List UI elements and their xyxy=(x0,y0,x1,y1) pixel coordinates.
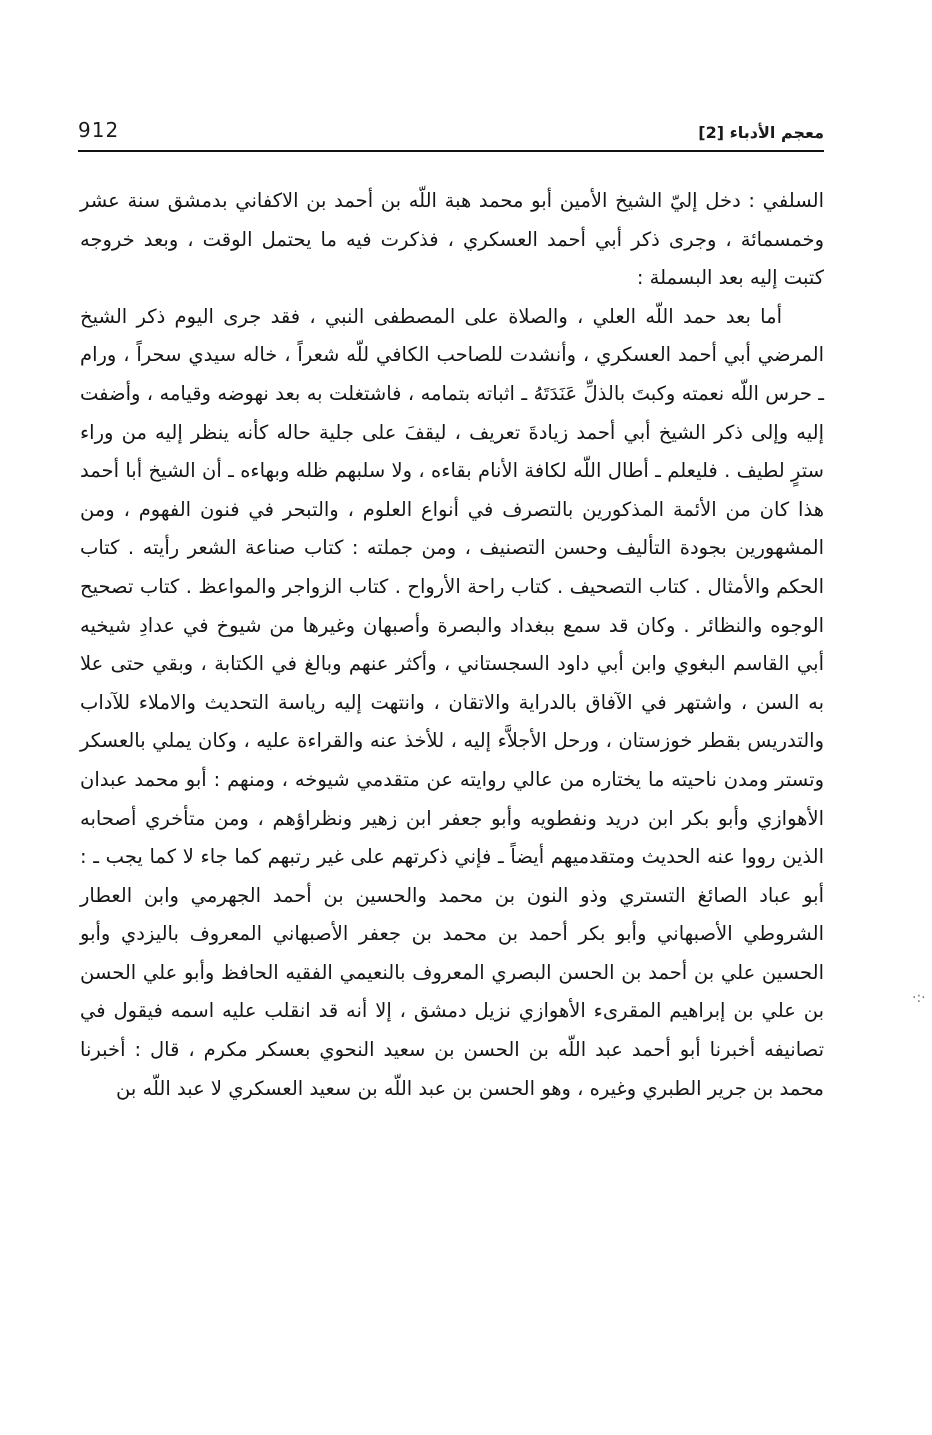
body-text xyxy=(80,182,824,1108)
running-head: معجم الأدباء [2] xyxy=(698,123,824,142)
page-header xyxy=(78,112,824,142)
paragraph-salafi: السلفي : دخل إليّ الشيخ الأمين أبو محمد هبة اللّه بن أحمد بن الاكفاني بدمشق سنة عشر وخمسمائة ، وجرى ذكر أبي أحمد العسكري ، فذكرت فيه ما يحتمل الوقت ، وبعد خروجه كتبت إليه بعد البسملة : xyxy=(80,189,824,290)
page-number: 912 xyxy=(78,118,120,142)
paragraph-letter: أما بعد حمد اللّه العلي ، والصلاة على المصطفى النبي ، فقد جرى اليوم ذكر الشيخ المرضي أبي أحمد العسكري ، وأنشدت للصاحب الكافي للّه شعراً ، خاله سيدي سحراً ، ورام ـ حرس اللّه نعمته وكبتَ بالذلِّ عَنَدَتَهُ ـ اثباته بتمامه ، فاشتغلت به بعد نهوضه وقيامه ، وأضفت إليه وإلى ذكر الشيخ أبي أحمد زيادةَ تعريف ، ليقفَ على جلية حاله كأنه ينظر إليه من وراء سترٍ لطيف . فليعلم ـ أطال اللّه لكافة الأنام بقاءه ، ولا سلبهم ظله وبهاءه ـ أن الشيخ أبا أحمد هذا كان من الأئمة المذكورين بالتصرف في أنواع العلوم ، والتبحر في فنون الفهوم ، ومن المشهورين بجودة التأليف وحسن التصنيف ، ومن جملته : كتاب صناعة الشعر رأيته . كتاب الحكم والأمثال . كتاب التصحيف . كتاب راحة الأرواح . كتاب الزواجر والمواعظ . كتاب تصحيح الوجوه والنظائر . وكان قد سمع ببغداد والبصرة وأصبهان وغيرها من شيوخ في عدادِ شيخيه أبي القاسم البغوي وابن أبي داود السجستاني ، وأكثر عنهم وبالغ في الكتابة ، وبقي حتى علا به السن ، واشتهر في الآفاق بالدراية والاتقان ، وانتهت إليه رياسة التحديث والاملاء للآداب والتدريس بقطر خوزستان ، ورحل الأجلاَّء إليه ، للأخذ عنه والقراءة عليه ، وكان يملي بالعسكر وتستر ومدن ناحيته ما يختاره من عالي روايته عن متقدمي شيوخه ، ومنهم : أبو محمد عبدان الأهوازي وأبو بكر ابن دريد ونفطويه وأبو جعفر ابن زهير ونظراؤهم ، ومن متأخري أصحابه الذين رووا عنه الحديث ومتقدميهم أيضاً ـ فإني ذكرتهم على غير رتبهم كما جاء لا كما يجب ـ : أبو عباد الصائغ التستري وذو النون بن محمد والحسين بن أحمد الجهرمي وابن العطار الشروطي الأصبهاني وأبو بكر أحمد بن محمد بن جعفر الأصبهاني المعروف باليزدي وأبو الحسين علي بن أحمد بن الحسن البصري المعروف بالنعيمي الفقيه الحافظ وأبو علي الحسن بن علي بن إبراهيم المقرىء الأهوازي نزيل دمشق ، إلا أنه قد انقلب عليه اسمه فيقول في تصانيفه أخبرنا أبو أحمد عبد اللّه بن الحسن بن سعيد النحوي بعسكر مكرم ، قال : أخبرنا محمد بن جرير الطبري وغيره ، وهو الحسن بن عبد اللّه بن سعيد العسكري لا عبد اللّه بن xyxy=(80,304,824,1100)
header-rule xyxy=(78,150,824,152)
margin-mark: ·:· xyxy=(912,990,926,1006)
